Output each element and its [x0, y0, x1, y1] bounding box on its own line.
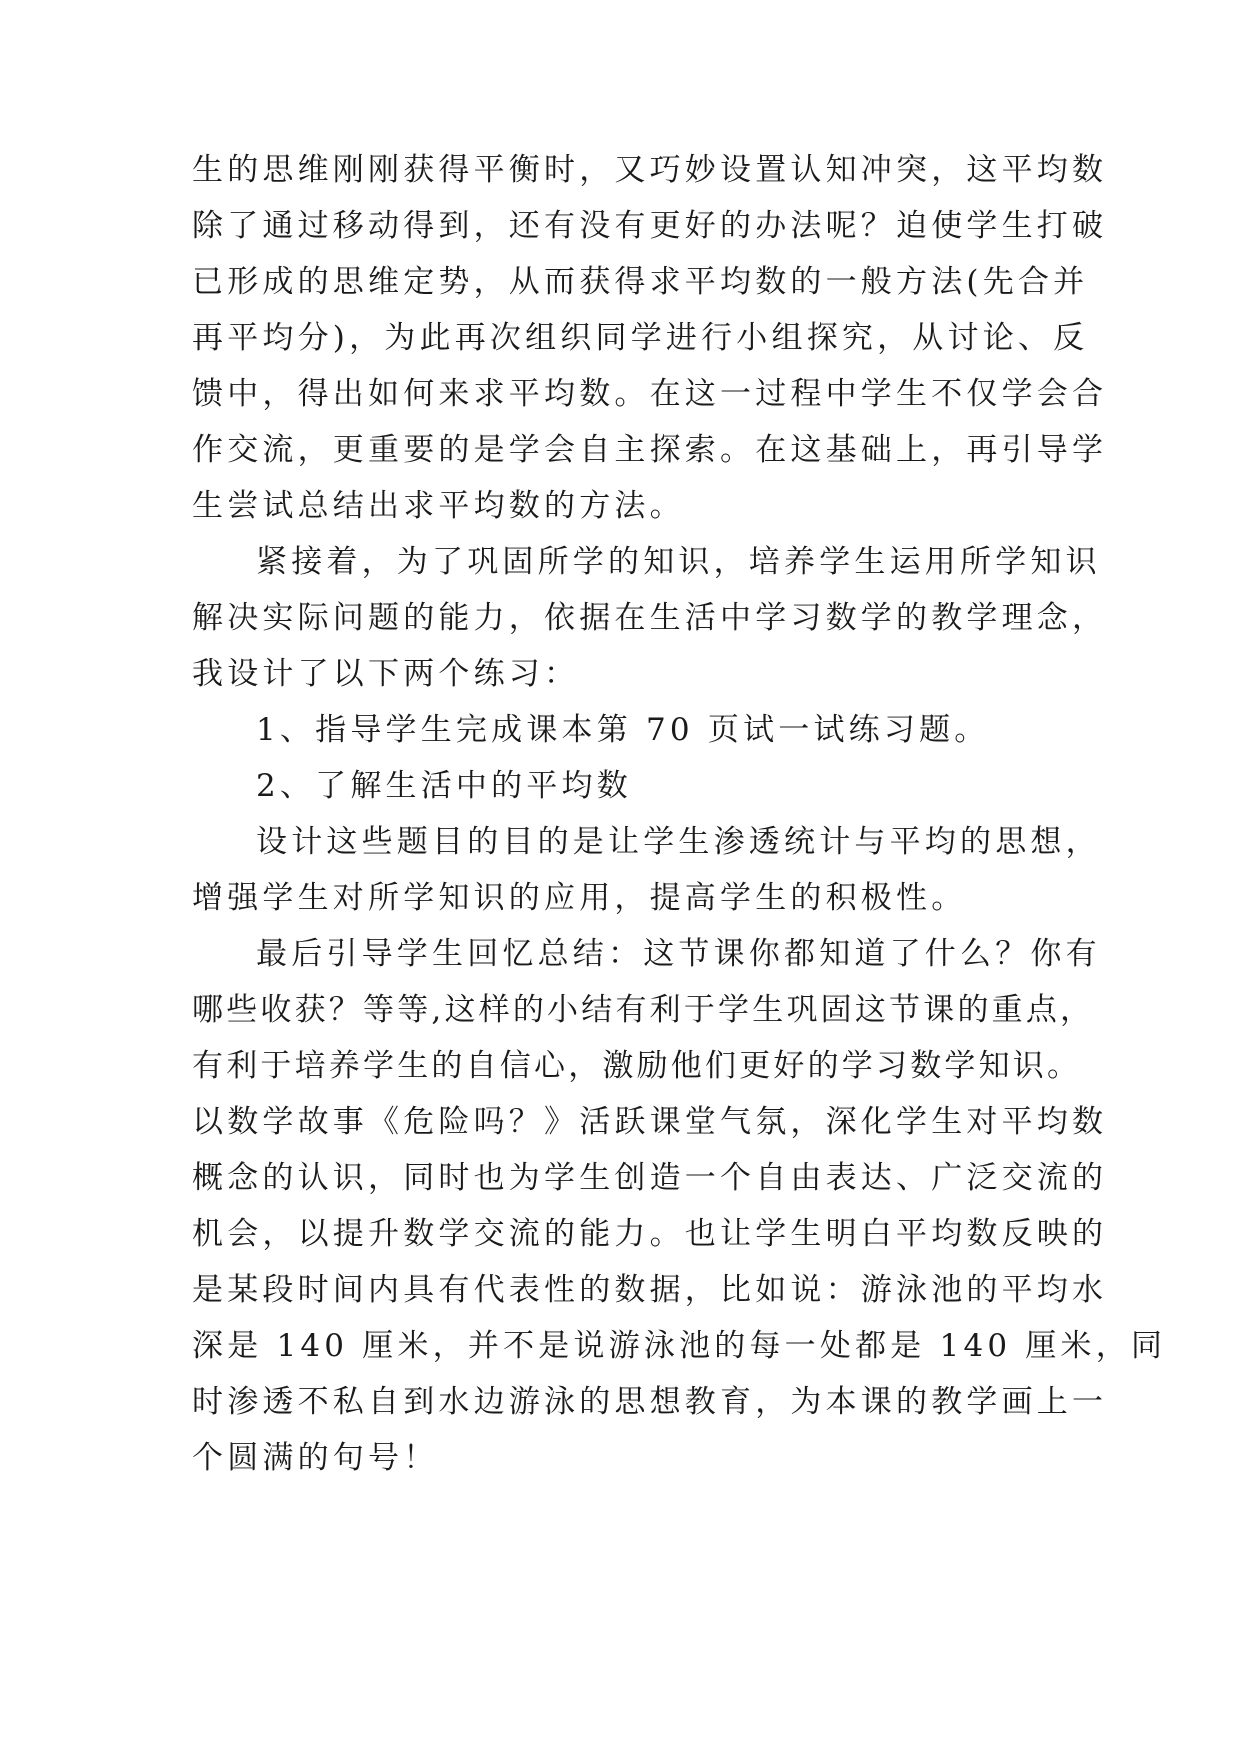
paragraph-line-22: 深是 140 厘米，并不是说游泳池的每一处都是 140 厘米，同 — [192, 1328, 1167, 1364]
paragraph-line-5: 馈中，得出如何来求平均数。在这一过程中学生不仅学会合 — [192, 376, 1108, 412]
paragraph-line-19: 概念的认识，同时也为学生创造一个自由表达、广泛交流的 — [192, 1160, 1108, 1196]
paragraph-line-10: 我设计了以下两个练习： — [192, 656, 580, 692]
paragraph-line-7: 生尝试总结出求平均数的方法。 — [192, 488, 685, 524]
paragraph-line-3: 已形成的思维定势，从而获得求平均数的一般方法(先合并 — [192, 264, 1089, 300]
list-item-2: 2、了解生活中的平均数 — [256, 768, 632, 804]
paragraph-line-24: 个圆满的句号！ — [192, 1440, 439, 1476]
paragraph-line-23: 时渗透不私自到水边游泳的思想教育，为本课的教学画上一 — [192, 1384, 1108, 1420]
paragraph-line-17: 有利于培养学生的自信心，激励他们更好的学习数学知识。 — [192, 1048, 1082, 1084]
paragraph-line-13: 设计这些题目的目的是让学生渗透统计与平均的思想， — [256, 824, 1101, 860]
paragraph-line-18: 以数学故事《危险吗？》活跃课堂气氛，深化学生对平均数 — [192, 1104, 1108, 1140]
list-item-1: 1、指导学生完成课本第 70 页试一试练习题。 — [256, 712, 990, 748]
paragraph-line-2: 除了通过移动得到，还有没有更好的办法呢？迫使学生打破 — [192, 208, 1108, 244]
paragraph-line-16: 哪些收获？等等,这样的小结有利于学生巩固这节课的重点， — [192, 992, 1095, 1028]
paragraph-line-14: 增强学生对所学知识的应用，提高学生的积极性。 — [192, 880, 967, 916]
paragraph-line-21: 是某段时间内具有代表性的数据，比如说：游泳池的平均水 — [192, 1272, 1108, 1308]
paragraph-line-8: 紧接着，为了巩固所学的知识，培养学生运用所学知识 — [256, 544, 1101, 580]
paragraph-line-9: 解决实际问题的能力，依据在生活中学习数学的教学理念， — [192, 600, 1108, 636]
paragraph-line-15: 最后引导学生回忆总结：这节课你都知道了什么？你有 — [256, 936, 1101, 972]
paragraph-line-6: 作交流，更重要的是学会自主探索。在这基础上，再引导学 — [192, 432, 1108, 468]
paragraph-line-20: 机会，以提升数学交流的能力。也让学生明白平均数反映的 — [192, 1216, 1108, 1252]
paragraph-line-1: 生的思维刚刚获得平衡时，又巧妙设置认知冲突，这平均数 — [192, 152, 1108, 188]
paragraph-line-4: 再平均分)，为此再次组织同学进行小组探究，从讨论、反 — [192, 320, 1089, 356]
